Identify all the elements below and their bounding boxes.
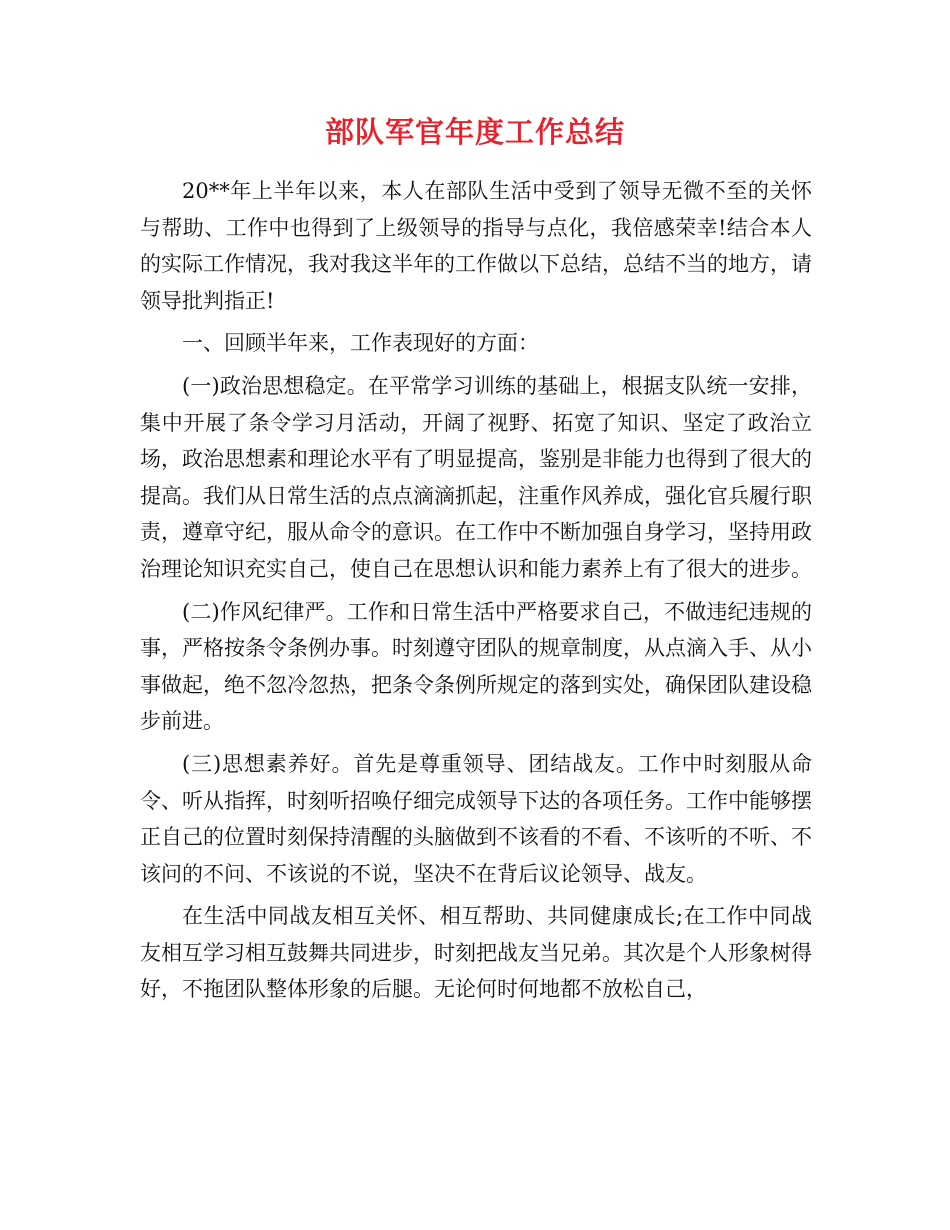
paragraph-intro: 20**年上半年以来，本人在部队生活中受到了领导无微不至的关怀与帮助、工作中也得到了上级领导的指导与点化，我倍感荣幸!结合本人的实际工作情况，我对我这半年的工作做以下总结，总结不当的地方，请领导批判指正! <box>140 179 812 313</box>
paragraph-ideological-quality: (三)思想素养好。首先是尊重领导、团结战友。工作中时刻服从命令、听从指挥，时刻听招唤仔细完成领导下达的各项任务。工作中能够摆正自己的位置时刻保持清醒的头脑做到不该看的不看、不该听的不听、不该问的不问、不该说的不说，坚决不在背后议论领导、战友。 <box>140 751 812 886</box>
document-body <box>140 173 812 1014</box>
paragraph-discipline: (二)作风纪律严。工作和日常生活中严格要求自己，不做违纪违规的事，严格按条令条例办事。时刻遵守团队的规章制度，从点滴入手、从小事做起，绝不忽冷忽热，把条令条例所规定的落到实处，确保团队建设稳步前进。 <box>140 599 812 734</box>
section-heading-review: 一、回顾半年来，工作表现好的方面： <box>182 331 539 356</box>
paragraph-life-and-work: 在生活中同战友相互关怀、相互帮助、共同健康成长;在工作中同战友相互学习相互鼓舞共同进步，时刻把战友当兄弟。其次是个人形象树得好，不拖团队整体形象的后腿。无论何时何地都不放松自己， <box>140 904 812 1002</box>
paragraph-political-thought: (一)政治思想稳定。在平常学习训练的基础上，根据支队统一安排，集中开展了条令学习月活动，开阔了视野、拓宽了知识、坚定了政治立场，政治思想素和理论水平有了明显提高，鉴别是非能力也得到了很大的提高。我们从日常生活的点点滴滴抓起，注重作风养成，强化官兵履行职责，遵章守纪，服从命令的意识。在工作中不断加强自身学习，坚持用政治理论知识充实自己，使自己在思想认识和能力素养上有了很大的进步。 <box>140 373 812 581</box>
document-title: 部队军官年度工作总结 <box>324 115 625 149</box>
